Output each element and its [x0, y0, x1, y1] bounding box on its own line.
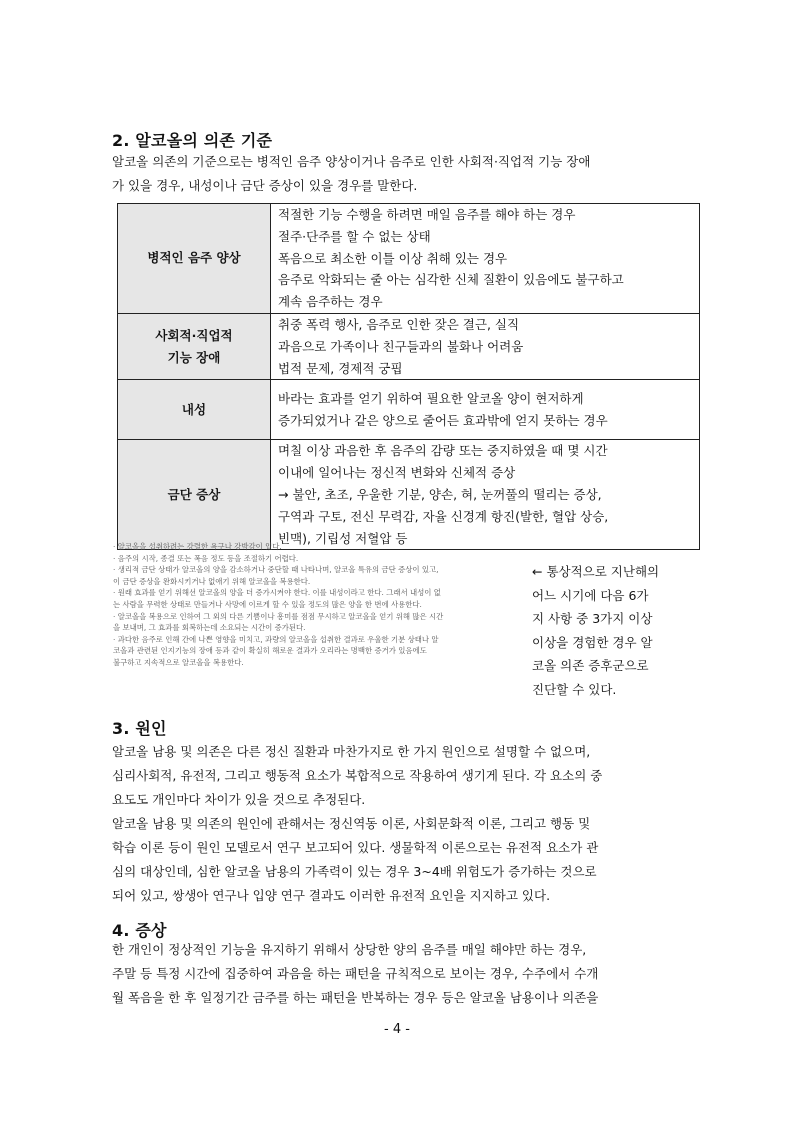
note-line: 이 금단 증상을 완화시키거나 없애기 위해 알코올을 복용한다.	[113, 576, 311, 586]
content-line: 음주로 악화되는 줄 아는 심각한 신체 질환이 있음에도 불구하고	[278, 272, 624, 288]
paragraph-line: 주말 등 특정 시간에 집중하여 과음을 하는 패턴을 규칙적으로 보이는 경우, 수주에서 수개	[112, 966, 599, 981]
note-line: · 음주의 시작, 종결 또는 폭음 정도 등을 조절하기 어렵다.	[113, 553, 299, 563]
content-line: 법적 문제, 경제적 궁핍	[278, 360, 403, 376]
row-header-text: 내성	[181, 401, 207, 417]
paragraph-line: 요도도 개인마다 차이가 있을 것으로 추정된다.	[112, 792, 366, 807]
content-line: 구역과 구토, 전신 무력감, 자율 신경계 항진(발한, 혈압 상승,	[278, 508, 609, 524]
section-2-title: 2. 알코올의 의존 기준	[112, 131, 273, 150]
side-note-line: 이상을 경험한 경우 알	[532, 634, 653, 650]
row-content	[271, 440, 700, 550]
content-line: 증가되었거나 같은 양으로 줄어든 효과밖에 얻지 못하는 경우	[278, 412, 608, 428]
diagnosis-side-note	[532, 560, 682, 701]
paragraph-line: 월 폭음을 한 후 일정기간 금주를 하는 패턴을 반복하는 경우 등은 알코올 남용이나 의존을	[112, 990, 599, 1005]
side-note-line: 어느 시기에 다음 6가	[532, 587, 649, 603]
criteria-notes	[113, 541, 529, 688]
row-header-text: 병적인 음주 양상	[147, 250, 241, 266]
content-line: 폭음으로 최소한 이틀 이상 취해 있는 경우	[278, 250, 508, 266]
section-4-paragraph	[112, 938, 682, 1010]
content-line: → 불안, 초조, 우울한 기분, 양손, 혀, 눈꺼풀의 떨리는 증상,	[278, 486, 602, 502]
section-3-title: 3. 원인	[112, 719, 167, 738]
content-line: 바라는 효과를 얻기 위하여 필요한 알코올 양이 현저하게	[278, 391, 584, 407]
note-line: · 과다한 음주로 인해 간에 나쁜 영향을 미치고, 과량의 알코올을 섭취한 결과로 우울한 기분 상태나 알	[113, 634, 439, 644]
section-3-paragraph	[112, 740, 682, 908]
content-line: 적절한 기능 수행을 하려면 매일 음주를 해야 하는 경우	[278, 207, 576, 222]
note-line: · 생리적 금단 상태가 알코올의 양을 감소하거나 중단할 때 나타나며, 알코올 특유의 금단 증상이 있고,	[113, 565, 439, 575]
row-header	[118, 313, 271, 379]
paragraph-line: 알코올 남용 및 의존은 다른 정신 질환과 마찬가지로 한 가지 원인으로 설명할 수 없으며,	[112, 744, 591, 759]
side-note-line: ← 통상적으로 지난해의	[532, 564, 660, 579]
note-line: · 알코올을 복용으로 인하여 그 외의 다른 기쁨이나 흥미를 점점 무시하고 알코올을 얻기 위해 많은 시간	[113, 611, 444, 621]
content-line: 빈맥), 기립성 저혈압 등	[278, 530, 408, 546]
row-header-text: 금단 증상	[167, 486, 221, 502]
paragraph-line: 되어 있고, 쌍생아 연구나 입양 연구 결과도 이러한 유전적 요인을 지지하고 있다.	[112, 888, 551, 903]
page-number: - 4 -	[384, 1022, 410, 1037]
content-line: 계속 음주하는 경우	[278, 294, 383, 310]
paragraph-line: 심리사회적, 유전적, 그리고 행동적 요소가 복합적으로 작용하여 생기게 된다. 각 요소의 중	[112, 768, 603, 783]
row-header	[118, 380, 271, 440]
section-4-title: 4. 증상	[112, 921, 167, 940]
table-row	[118, 204, 700, 314]
side-note-line: 지 사항 중 3가지 이상	[532, 611, 653, 626]
row-header	[118, 440, 271, 550]
note-line: · 원래 효과를 얻기 위해선 알코올의 양을 더 증가시켜야 한다. 이를 내성이라고 한다. 그래서 내성이 없	[113, 588, 441, 598]
row-content	[271, 313, 700, 379]
row-header	[118, 204, 271, 314]
note-line: 는 사람을 무력한 상태로 만들거나 사망에 이르게 할 수 있을 정도의 많은 양을 한 번에 사용한다.	[113, 599, 422, 609]
content-line: 과음으로 가족이나 친구들과의 불화나 어려움	[278, 338, 524, 354]
table-row	[118, 380, 700, 440]
table-row	[118, 440, 700, 550]
content-line: 취중 폭력 행사, 음주로 인한 잦은 결근, 실직	[278, 316, 520, 332]
row-content	[271, 204, 700, 314]
row-header-text: 기능 장애	[167, 349, 221, 365]
paragraph-line: 알코올 남용 및 의존의 원인에 관해서는 정신역동 이론, 사회문화적 이론, 그리고 행동 및	[112, 816, 591, 831]
table-row	[118, 313, 700, 379]
side-note-line: 진단할 수 있다.	[532, 681, 617, 697]
content-line: 이내에 일어나는 정신적 변화와 신체적 증상	[278, 465, 516, 481]
paragraph-line: 심의 대상인데, 심한 알코올 남용의 가족력이 있는 경우 3~4배 위험도가 증가하는 것으로	[112, 864, 597, 879]
note-line: 코올과 관련된 인지기능의 장애 등과 같이 확실히 해로운 결과가 오리라는 명백한 증거가 있음에도	[113, 646, 427, 656]
content-line: 며칠 이상 과음한 후 음주의 감량 또는 중지하였을 때 몇 시간	[278, 443, 608, 459]
dependence-criteria-table	[117, 203, 700, 550]
note-line: · 알코올을 섭취하려는 강렬한 욕구나 강박감이 있다.	[113, 542, 282, 551]
intro-line: 알코올 의존의 기준으로는 병적인 음주 양상이거나 음주로 인한 사회적·직업적 기능 장애	[112, 154, 591, 169]
intro-line: 가 있을 경우, 내성이나 금단 증상이 있을 경우를 말한다.	[112, 178, 418, 193]
side-note-line: 코올 의존 증후군으로	[532, 658, 649, 673]
row-content	[271, 380, 700, 440]
paragraph-line: 학습 이론 등이 원인 모델로서 연구 보고되어 있다. 생물학적 이론으로는 유전적 요소가 관	[112, 840, 599, 855]
note-line: 불구하고 지속적으로 알코올을 복용한다.	[113, 657, 244, 667]
section-2-intro	[112, 150, 682, 198]
row-header-text: 사회적·직업적	[155, 327, 233, 343]
paragraph-line: 한 개인이 정상적인 기능을 유지하기 위해서 상당한 양의 음주를 매일 해야만 하는 경우,	[112, 942, 587, 957]
note-line: 을 보내며, 그 효과를 회복하는데 소요되는 시간이 증가된다.	[113, 623, 306, 633]
content-line: 절주·단주를 할 수 없는 상태	[278, 228, 431, 244]
